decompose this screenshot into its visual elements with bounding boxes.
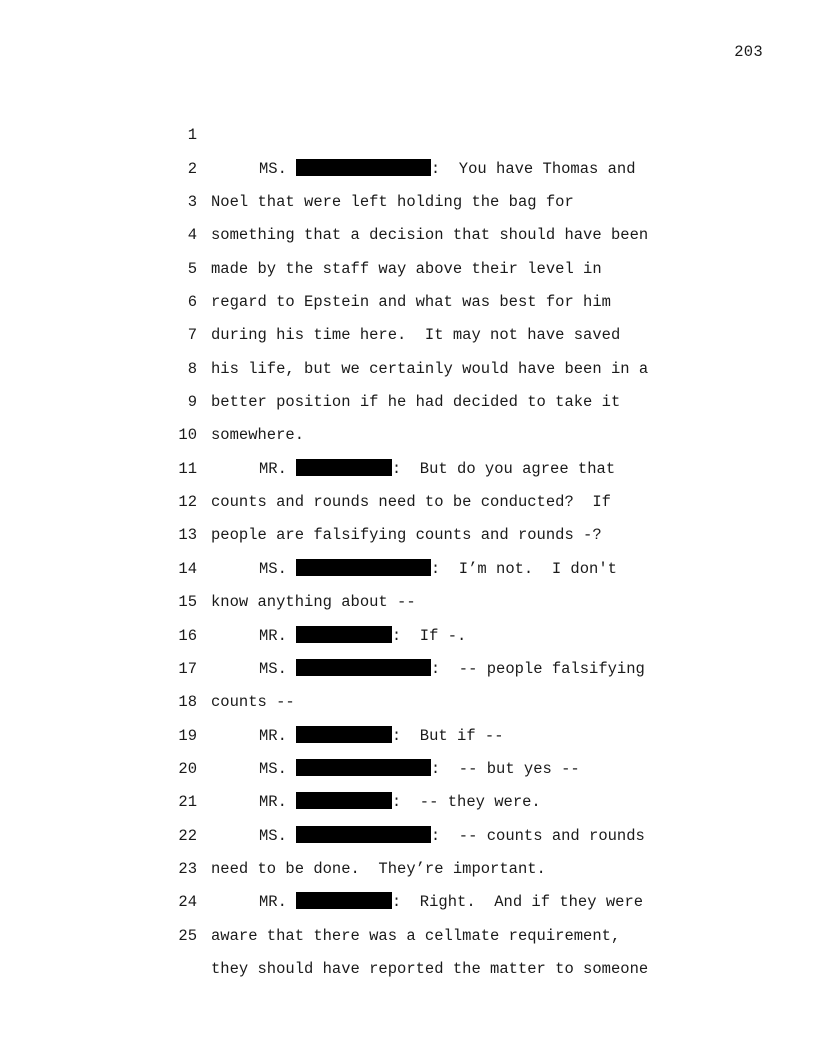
line-text: need to be done. They’re important.	[211, 859, 546, 878]
speaker-title: MS.	[259, 759, 287, 778]
line-number: 25	[178, 926, 197, 945]
speaker-title: MS.	[259, 659, 287, 678]
speaker-title: MR.	[259, 793, 287, 812]
speaker-title: MR.	[259, 626, 287, 645]
line-number: 16	[178, 626, 197, 645]
line-text: his life, but we certainly would have been in a	[211, 359, 649, 378]
line-number: 14	[178, 559, 197, 578]
line-text: : Right. And if they were	[391, 893, 644, 912]
line-number: 6	[187, 293, 197, 312]
transcript-body	[0, 86, 816, 978]
line-text: : You have Thomas and	[430, 159, 636, 178]
transcript-line	[0, 86, 816, 178]
line-number: 5	[187, 259, 197, 278]
line-text: : But do you agree that	[391, 459, 616, 478]
line-number: 21	[178, 793, 197, 812]
line-text: : But if --	[391, 726, 504, 745]
line-text: something that a decision that should have been	[211, 226, 649, 245]
line-number: 22	[178, 826, 197, 845]
line-number: 4	[187, 226, 197, 245]
line-number: 11	[178, 459, 197, 478]
line-number: 7	[187, 326, 197, 345]
page-number: 203	[734, 43, 763, 61]
line-text: : -- people falsifying	[430, 659, 645, 678]
line-number: 15	[178, 593, 197, 612]
line-text: counts --	[211, 693, 295, 712]
line-number: 18	[178, 693, 197, 712]
line-text: people are falsifying counts and rounds -?	[211, 526, 602, 545]
line-text: : -- they were.	[391, 793, 541, 812]
speaker-title: MR.	[259, 459, 287, 478]
line-number: 23	[178, 859, 197, 878]
line-text: : -- counts and rounds	[430, 826, 645, 845]
line-text: regard to Epstein and what was best for him	[211, 293, 611, 312]
line-number: 2	[187, 159, 197, 178]
line-number: 17	[178, 659, 197, 678]
line-number: 12	[178, 493, 197, 512]
line-text: better position if he had decided to take it	[211, 393, 621, 412]
line-text: during his time here. It may not have saved	[211, 326, 621, 345]
line-number: 9	[187, 393, 197, 412]
line-number: 24	[178, 893, 197, 912]
line-number: 13	[178, 526, 197, 545]
line-number: 8	[187, 359, 197, 378]
line-text: somewhere.	[211, 426, 305, 445]
line-text: : I’m not. I don't	[430, 559, 617, 578]
line-text: Noel that were left holding the bag for	[211, 193, 574, 212]
line-text: counts and rounds need to be conducted? If	[211, 493, 611, 512]
line-text: made by the staff way above their level in	[211, 259, 602, 278]
speaker-title: MR.	[259, 893, 287, 912]
speaker-title: MS.	[259, 159, 287, 178]
line-number: 19	[178, 726, 197, 745]
speaker-title: MS.	[259, 559, 287, 578]
line-number: 1	[187, 126, 197, 145]
speaker-title: MR.	[259, 726, 287, 745]
line-number: 10	[178, 426, 197, 445]
line-text: : -- but yes --	[430, 759, 580, 778]
line-text: : If -.	[391, 626, 467, 645]
speaker-title: MS.	[259, 826, 287, 845]
line-number: 20	[178, 759, 197, 778]
line-text: know anything about --	[211, 593, 416, 612]
line-text: they should have reported the matter to someone	[211, 959, 649, 978]
line-number: 3	[187, 193, 197, 212]
line-text: aware that there was a cellmate requirement,	[211, 926, 621, 945]
